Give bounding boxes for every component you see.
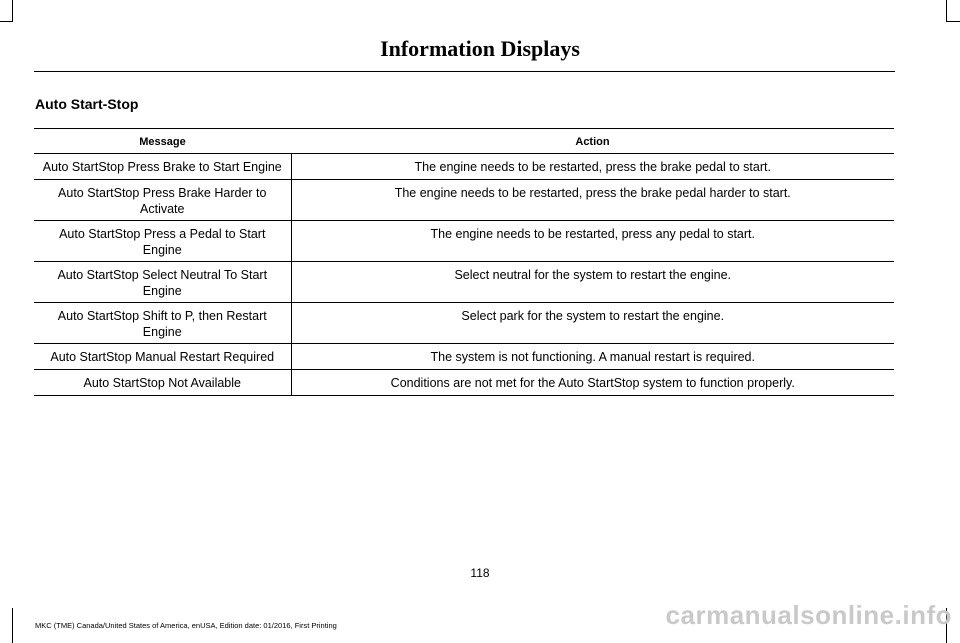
crop-mark-top-left-v bbox=[12, 0, 13, 22]
action-cell: The system is not functioning. A manual restart is required. bbox=[291, 344, 894, 370]
crop-mark-top-left-h bbox=[0, 21, 13, 22]
table-row bbox=[34, 180, 894, 221]
message-cell: Auto StartStop Select Neutral To Start Engine bbox=[34, 262, 291, 303]
message-cell: Auto StartStop Manual Restart Required bbox=[34, 344, 291, 370]
header-rule bbox=[34, 71, 895, 72]
crop-mark-top-right-h bbox=[946, 21, 960, 22]
page-number: 118 bbox=[470, 566, 490, 580]
action-cell: Select park for the system to restart the engine. bbox=[291, 303, 894, 344]
crop-mark-bottom-left-v bbox=[12, 608, 13, 643]
table-row bbox=[34, 154, 894, 180]
column-header-message: Message bbox=[34, 129, 291, 154]
messages-table bbox=[34, 128, 894, 396]
edition-footer: MKC (TME) Canada/United States of America, enUSA, Edition date: 01/2016, First Printing bbox=[35, 621, 337, 630]
table-row bbox=[34, 303, 894, 344]
message-cell: Auto StartStop Press Brake Harder to Activate bbox=[34, 180, 291, 221]
action-cell: Conditions are not met for the Auto StartStop system to function properly. bbox=[291, 370, 894, 396]
crop-mark-top-right-v bbox=[946, 0, 947, 22]
action-cell: Select neutral for the system to restart the engine. bbox=[291, 262, 894, 303]
column-header-action: Action bbox=[291, 129, 894, 154]
table-row bbox=[34, 221, 894, 262]
message-cell: Auto StartStop Not Available bbox=[34, 370, 291, 396]
section-title: Auto Start-Stop bbox=[35, 96, 139, 112]
table-row bbox=[34, 370, 894, 396]
message-cell: Auto StartStop Press a Pedal to Start Engine bbox=[34, 221, 291, 262]
table-header-row bbox=[34, 129, 894, 154]
page-header-title: Information Displays bbox=[380, 36, 580, 61]
action-cell: The engine needs to be restarted, press any pedal to start. bbox=[291, 221, 894, 262]
table-row bbox=[34, 262, 894, 303]
message-cell: Auto StartStop Shift to P, then Restart Engine bbox=[34, 303, 291, 344]
watermark: carmanualsonline.info bbox=[665, 600, 952, 630]
table-row bbox=[34, 344, 894, 370]
action-cell: The engine needs to be restarted, press the brake pedal harder to start. bbox=[291, 180, 894, 221]
message-cell: Auto StartStop Press Brake to Start Engine bbox=[34, 154, 291, 180]
action-cell: The engine needs to be restarted, press the brake pedal to start. bbox=[291, 154, 894, 180]
